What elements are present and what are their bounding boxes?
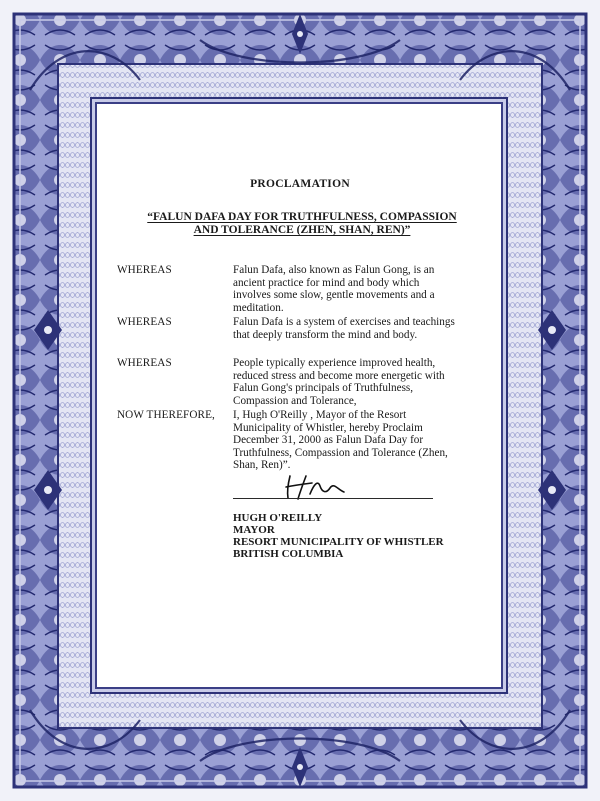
signatory-organization: RESORT MUNICIPALITY OF WHISTLER: [233, 536, 444, 548]
signatory-title: MAYOR: [233, 524, 275, 536]
clause-text: Falun Dafa is a system of exercises and teachings that deeply transform the mind and body.: [233, 316, 455, 341]
signatory-name: HUGH O'REILLY: [233, 512, 323, 524]
clause-text: People typically experience improved health, reduced stress and become more energetic with Falun Gong's principals of Truthfulness, Compassion and Tolerance,: [233, 357, 445, 407]
proclamation-subtitle: [127, 211, 477, 237]
clause-text: I, Hugh O'Reilly , Mayor of the Resort Municipality of Whistler, hereby Proclaim December 31, 2000 as Falun Dafa Day for Truthfulness, Compassion and Tolerance (Zhen, Shan, Ren)”.: [233, 409, 448, 471]
clause-text: Falun Dafa, also known as Falun Gong, is an ancient practice for mind and body which involves some slow, gentle movements and a meditation.: [233, 264, 435, 314]
signature-line: [233, 498, 433, 499]
signatory-region: BRITISH COLUMBIA: [233, 548, 344, 560]
page-title: PROCLAMATION: [250, 178, 350, 190]
clause-label: NOW THEREFORE,: [117, 409, 215, 421]
clause-label: WHEREAS: [117, 357, 172, 369]
subtitle-line: “FALUN DAFA DAY FOR TRUTHFULNESS, COMPASSION: [147, 211, 457, 223]
signatory-block: [233, 512, 493, 560]
clause-label: WHEREAS: [117, 264, 172, 276]
subtitle-line: AND TOLERANCE (ZHEN, SHAN, REN)”: [193, 224, 411, 236]
clause-label: WHEREAS: [117, 316, 172, 328]
